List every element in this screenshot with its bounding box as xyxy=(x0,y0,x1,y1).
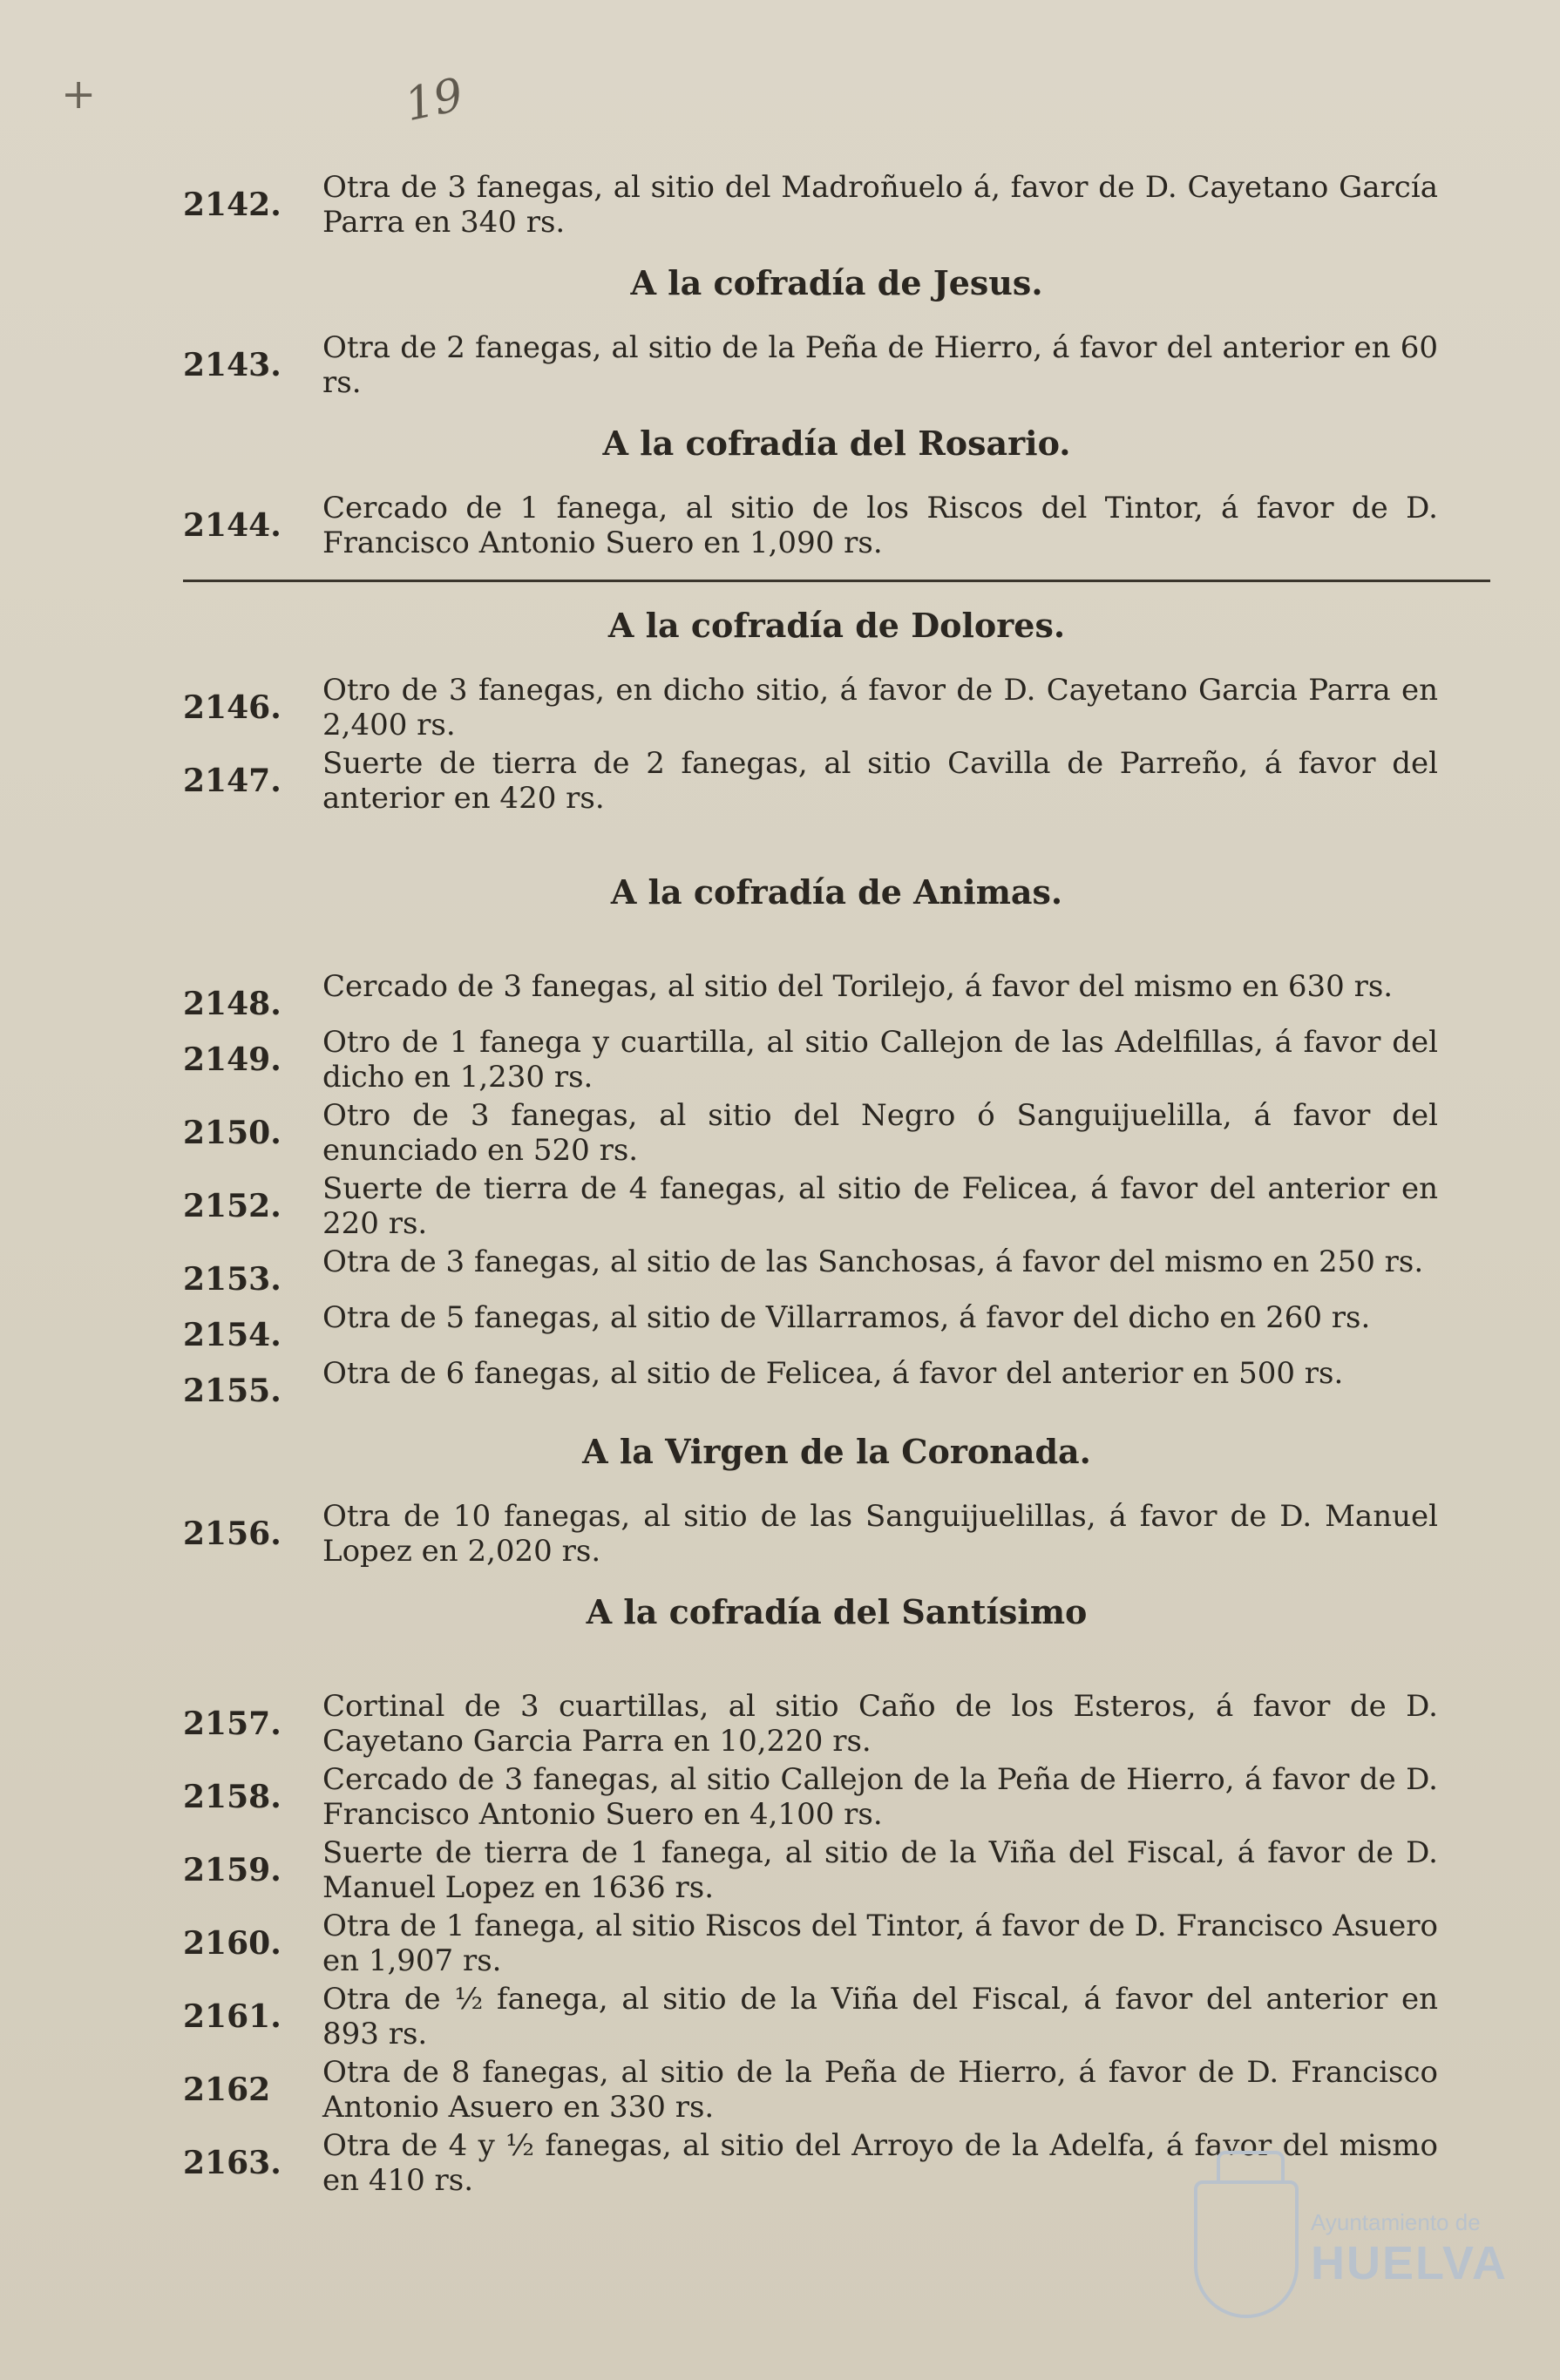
entry-text: Otra de 8 fanegas, al sitio de la Peña de Hierro, á favor de D. Francisco Antonio Asuero en 330 rs. xyxy=(322,2055,1438,2125)
entry-text: Otro de 3 fanegas, al sitio del Negro ó Sanguijuelilla, á favor del enunciado en 520 rs. xyxy=(322,1098,1438,1168)
entry-text: Suerte de tierra de 4 fanegas, al sitio de Felicea, á favor del anterior en 220 rs. xyxy=(322,1171,1438,1241)
entry-row xyxy=(183,491,1490,560)
entry-number: 2142. xyxy=(183,186,281,223)
entry-text: Otra de 6 fanegas, al sitio de Felicea, á favor del anterior en 500 rs. xyxy=(322,1356,1344,1391)
entry-text: Cercado de 1 fanega, al sitio de los Riscos del Tintor, á favor de D. Francisco Antonio Suero en 1,090 rs. xyxy=(322,491,1438,560)
entry-number: 2152. xyxy=(183,1188,281,1224)
entry-row xyxy=(183,1499,1490,1569)
entry-number: 2148. xyxy=(183,986,281,1022)
section-heading: A la cofradía de Jesus. xyxy=(630,263,1043,302)
entry-row xyxy=(183,1300,1490,1353)
entry-text: Otra de 5 fanegas, al sitio de Villarramos, á favor del dicho en 260 rs. xyxy=(322,1300,1371,1335)
entry-number: 2146. xyxy=(183,689,281,726)
section-heading: A la cofradía de Animas. xyxy=(610,872,1063,912)
entry-number: 2160. xyxy=(183,1925,281,1962)
entry-text: Otra de 4 y ½ fanegas, al sitio del Arroyo de la Adelfa, á favor del mismo en 410 rs. xyxy=(322,2128,1438,2198)
section-heading: A la Virgen de la Coronada. xyxy=(582,1432,1091,1471)
entry-row xyxy=(183,1689,1490,1759)
entry-row xyxy=(183,1762,1490,1832)
archive-watermark xyxy=(1194,2153,1508,2345)
entry-number: 2153. xyxy=(183,1261,281,1298)
entry-number: 2157. xyxy=(183,1705,281,1742)
entry-text: Otra de ½ fanega, al sitio de la Viña del Fiscal, á favor del anterior en 893 rs. xyxy=(322,1982,1438,2051)
entry-row xyxy=(183,1982,1490,2051)
entry-text: Suerte de tierra de 2 fanegas, al sitio Cavilla de Parreño, á favor del anterior en 420 rs. xyxy=(322,746,1438,816)
shield-icon xyxy=(1194,2180,1299,2318)
entry-text: Suerte de tierra de 1 fanega, al sitio de la Viña del Fiscal, á favor de D. Manuel Lopez en 1636 rs. xyxy=(322,1835,1438,1905)
entry-number: 2161. xyxy=(183,1998,281,2035)
entry-row xyxy=(183,330,1490,400)
entry-number: 2150. xyxy=(183,1115,281,1151)
section-heading: A la cofradía de Dolores. xyxy=(607,606,1066,645)
margin-mark: + xyxy=(61,70,97,119)
entry-row xyxy=(183,673,1490,742)
entry-number: 2158. xyxy=(183,1779,281,1815)
entry-row xyxy=(183,1356,1490,1408)
entry-number: 2162 xyxy=(183,2071,271,2108)
entry-row xyxy=(183,1025,1490,1095)
watermark-line-1: Ayuntamiento de xyxy=(1311,2208,1481,2235)
section-divider xyxy=(183,580,1490,582)
entry-number: 2147. xyxy=(183,763,281,799)
entry-text: Otra de 3 fanegas, al sitio de las Sanchosas, á favor del mismo en 250 rs. xyxy=(322,1244,1424,1279)
entry-text: Otra de 2 fanegas, al sitio de la Peña de Hierro, á favor del anterior en 60 rs. xyxy=(322,330,1438,400)
entry-text: Cortinal de 3 cuartillas, al sitio Caño de los Esteros, á favor de D. Cayetano Garcia Parra en 10,220 rs. xyxy=(322,1689,1438,1759)
entry-row xyxy=(183,1909,1490,1978)
watermark-line-2: HUELVA xyxy=(1311,2236,1508,2289)
handwritten-folio-number: 19 xyxy=(400,68,468,132)
entry-text: Cercado de 3 fanegas, al sitio Callejon de la Peña de Hierro, á favor de D. Francisco Antonio Suero en 4,100 rs. xyxy=(322,1762,1438,1832)
section-heading: A la cofradía del Rosario. xyxy=(602,424,1071,463)
entry-row xyxy=(183,1098,1490,1168)
section-heading: A la cofradía del Santísimo xyxy=(586,1592,1088,1631)
entry-row xyxy=(183,1244,1490,1297)
entry-number: 2156. xyxy=(183,1515,281,1552)
entry-text: Otra de 3 fanegas, al sitio del Madroñuelo á, favor de D. Cayetano García Parra en 340 rs. xyxy=(322,170,1438,240)
entry-row xyxy=(183,1171,1490,1241)
entry-number: 2143. xyxy=(183,347,281,383)
entry-number: 2154. xyxy=(183,1317,281,1353)
entry-row xyxy=(183,746,1490,816)
entry-number: 2149. xyxy=(183,1041,281,1078)
entry-number: 2159. xyxy=(183,1852,281,1888)
entry-text: Cercado de 3 fanegas, al sitio del Torilejo, á favor del mismo en 630 rs. xyxy=(322,969,1394,1004)
entry-number: 2155. xyxy=(183,1373,281,1409)
entry-text: Otra de 1 fanega, al sitio Riscos del Tintor, á favor de D. Francisco Asuero en 1,907 rs. xyxy=(322,1909,1438,1978)
document-body xyxy=(183,170,1490,2201)
entry-row xyxy=(183,170,1490,240)
entry-text: Otra de 10 fanegas, al sitio de las Sanguijuelillas, á favor de D. Manuel Lopez en 2,020 rs. xyxy=(322,1499,1438,1569)
entry-row xyxy=(183,969,1490,1021)
entry-number: 2163. xyxy=(183,2145,281,2181)
entry-text: Otro de 3 fanegas, en dicho sitio, á favor de D. Cayetano Garcia Parra en 2,400 rs. xyxy=(322,673,1438,742)
entry-row xyxy=(183,2055,1490,2125)
entry-number: 2144. xyxy=(183,507,281,544)
entry-text: Otro de 1 fanega y cuartilla, al sitio Callejon de las Adelfillas, á favor del dicho en 1,230 rs. xyxy=(322,1025,1438,1095)
entry-row xyxy=(183,1835,1490,1905)
